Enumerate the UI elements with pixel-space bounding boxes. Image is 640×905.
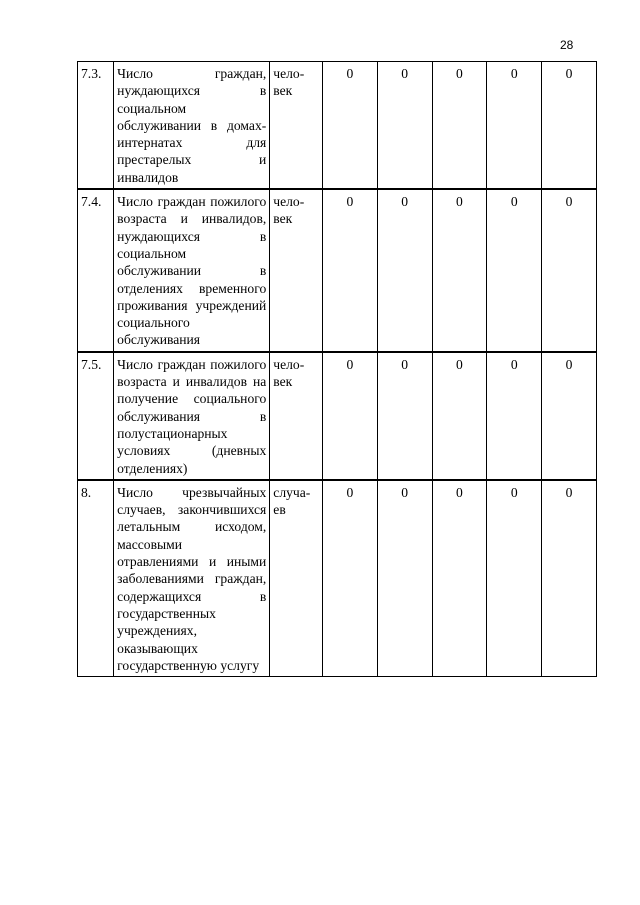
indicator-description: Число граждан, нуждающихся в социальном обслуживании в домах-интернатах для престарелых и инвалидов <box>114 62 270 190</box>
unit-of-measure: чело- век <box>270 352 323 480</box>
value-cell: 0 <box>323 480 378 677</box>
value-cell: 0 <box>487 352 542 480</box>
indicator-description: Число граждан пожилого возраста и инвалидов, нуждающихся в социальном обслуживании в отделениях временного проживания учреждений социального обслуживания <box>114 189 270 352</box>
value-cell: 0 <box>542 189 597 352</box>
value-cell: 0 <box>432 352 487 480</box>
page-number: 28 <box>560 38 574 52</box>
unit-of-measure: чело- век <box>270 189 323 352</box>
indicator-description: Число граждан пожилого возраста и инвалидов на получение социального обслуживания в полустационарных условиях (дневных отделениях) <box>114 352 270 480</box>
indicators-table <box>77 61 597 677</box>
value-cell: 0 <box>542 62 597 190</box>
value-cell: 0 <box>487 480 542 677</box>
row-number: 7.5. <box>78 352 114 480</box>
value-cell: 0 <box>432 62 487 190</box>
value-cell: 0 <box>377 352 432 480</box>
value-cell: 0 <box>432 480 487 677</box>
value-cell: 0 <box>377 480 432 677</box>
value-cell: 0 <box>487 62 542 190</box>
table-row <box>78 480 597 677</box>
value-cell: 0 <box>323 189 378 352</box>
table-row <box>78 189 597 352</box>
value-cell: 0 <box>542 480 597 677</box>
table-row <box>78 352 597 480</box>
value-cell: 0 <box>542 352 597 480</box>
row-number: 8. <box>78 480 114 677</box>
value-cell: 0 <box>377 189 432 352</box>
value-cell: 0 <box>432 189 487 352</box>
row-number: 7.3. <box>78 62 114 190</box>
unit-of-measure: случа- ев <box>270 480 323 677</box>
table-row <box>78 62 597 190</box>
value-cell: 0 <box>323 352 378 480</box>
unit-of-measure: чело- век <box>270 62 323 190</box>
value-cell: 0 <box>487 189 542 352</box>
value-cell: 0 <box>377 62 432 190</box>
row-number: 7.4. <box>78 189 114 352</box>
value-cell: 0 <box>323 62 378 190</box>
indicator-description: Число чрезвычайных случаев, закончившихся летальным исходом, массовыми отравлениями и иными заболеваниями граждан, содержащихся в государственных учреждениях, оказывающих государственную услугу <box>114 480 270 677</box>
